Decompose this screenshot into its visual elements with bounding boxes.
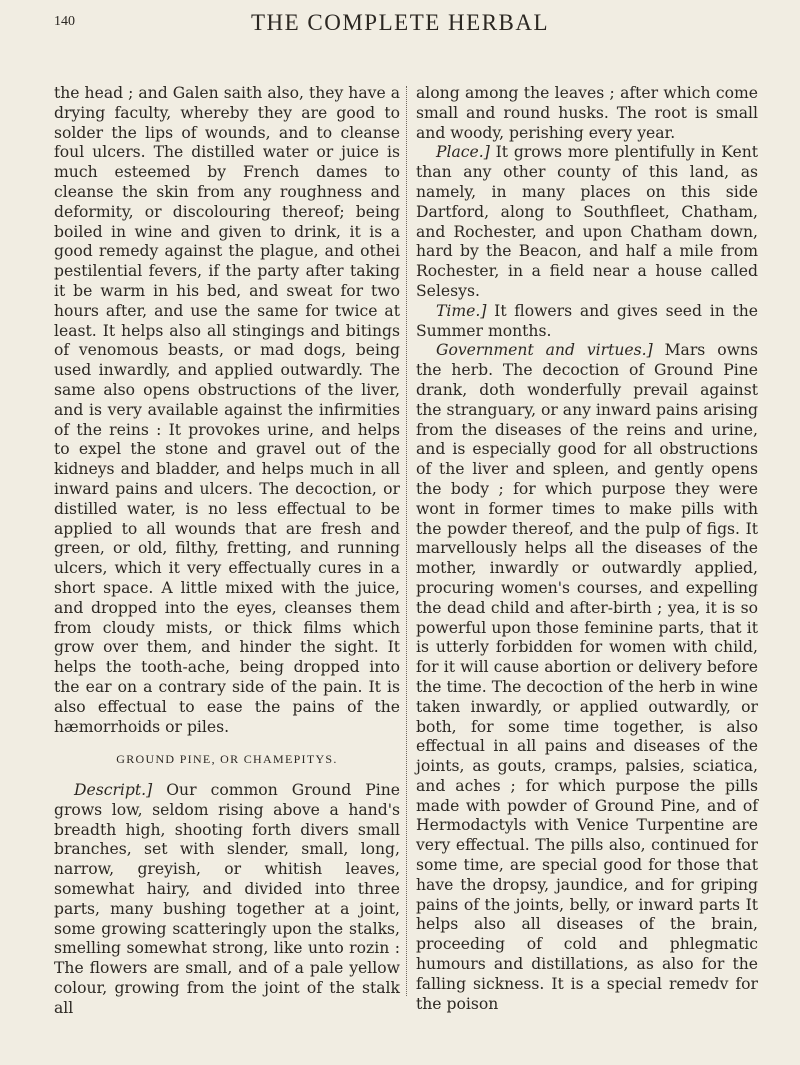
right-continuation: along among the leaves ; after which come small and round husks. The root is small and woody, perishing every year. (416, 84, 758, 142)
descript-label: Descript.] (74, 781, 153, 800)
page-header (0, 6, 800, 40)
running-title: THE COMPLETE HERBAL (250, 10, 550, 35)
left-column (54, 84, 400, 1019)
page-number: 140 (54, 14, 75, 29)
column-divider (406, 86, 407, 996)
time-text: It flowers and gives seed in the Summer months. (416, 301, 758, 340)
place-paragraph (416, 143, 758, 301)
government-text: Mars owns the herb. The decoction of Ground Pine drank, doth wonderfully prevail against the stranguary, or any inward pains arising from the diseases of the reins and urine, and is especially good for all obstructions of the liver and spleen, and gently opens the body ; for which purpose they were wont in former times to make pills with the powder thereof, and the pulp of figs. It marvellously helps all the diseases of the mother, inwardly or outwardly applied, procuring women's courses, and expelling the dead child and after-birth ; yea, it is so powerful upon those feminine parts, that it is utterly forbidden for women with child, for it will cause abortion or delivery before the time. The decoction of the herb in wine taken inwardly, or applied outwardly, or both, for some time together, is also effectual in all pains and diseases of the joints, as gouts, cramps, palsies, sciatica, and aches ; for which purpose the pills made with powder of Ground Pine, and of Hermodactyls with Venice Turpentine are very effectual. The pills also, continued for some time, are special good for those that have the dropsy, jaundice, and for griping pains of the joints, belly, or inward parts It helps also all diseases of the brain, proceeding of cold and phlegmatic humours and distillations, as also for the falling sickness. It is a special remedv for the poison (416, 341, 758, 1013)
time-paragraph (416, 302, 758, 342)
descript-paragraph (54, 781, 400, 1019)
section-title: GROUND PINE, OR CHAMEPITYS. (116, 752, 338, 767)
place-text: It grows more plentifully in Kent than any other county of this land, as namely, in many places on this side Dartford, along to Southfleet, Chatham, and Rochester, and upon Chatham down, hard by the Beacon, and half a mile from Rochester, in a field near a house called Selesys. (416, 143, 758, 300)
time-label: Time.] (436, 301, 487, 320)
government-label: Government and virtues.] (436, 341, 653, 360)
place-label: Place.] (436, 143, 490, 162)
government-paragraph (416, 341, 758, 1014)
right-column (416, 84, 758, 1014)
descript-text: Our common Ground Pine grows low, seldom rising above a hand's breadth high, shooting forth divers small branches, set with slender, small, long, narrow, greyish, or whitish leaves, somewhat hairy, and divided into three parts, many bushing together at a joint, some growing scatteringly upon the stalks, smelling somewhat strong, like unto rozin : The flowers are small, and of a pale yellow colour, growing from the joint of the stalk all (54, 781, 400, 1017)
left-paragraph-1: the head ; and Galen saith also, they have a drying faculty, whereby they are good to solder the lips of wounds, and to cleanse foul ulcers. The distilled water or juice is much esteemed by French dames to cleanse the skin from any roughness and deformity, or discolouring thereof; being boiled in wine and given to drink, it is a good remedy against the plague, and othei pestilential fevers, if the party after taking it be warm in his bed, and sweat for two hours after, and use the same for twice at least. It helps also all stingings and bitings of venomous beasts, or mad dogs, being used inwardly, and applied outwardly. The same also opens obstructions of the liver, and is very available against the infirmities of the reins : It provokes urine, and helps to expel the stone and gravel out of the kidneys and bladder, and helps much in all inward pains and ulcers. The decoction, or distilled water, is no less effectual to be applied to all wounds that are fresh and green, or old, filthy, fretting, and running ulcers, which it very effectually cures in a short space. A little mixed with the juice, and dropped into the eyes, cleanses them from cloudy mists, or thick films which grow over them, and hinder the sight. It helps the tooth-ache, being dropped into the ear on a contrary side of the pain. It is also effectual to ease the pains of the hæmorrhoids or piles. (54, 84, 400, 736)
